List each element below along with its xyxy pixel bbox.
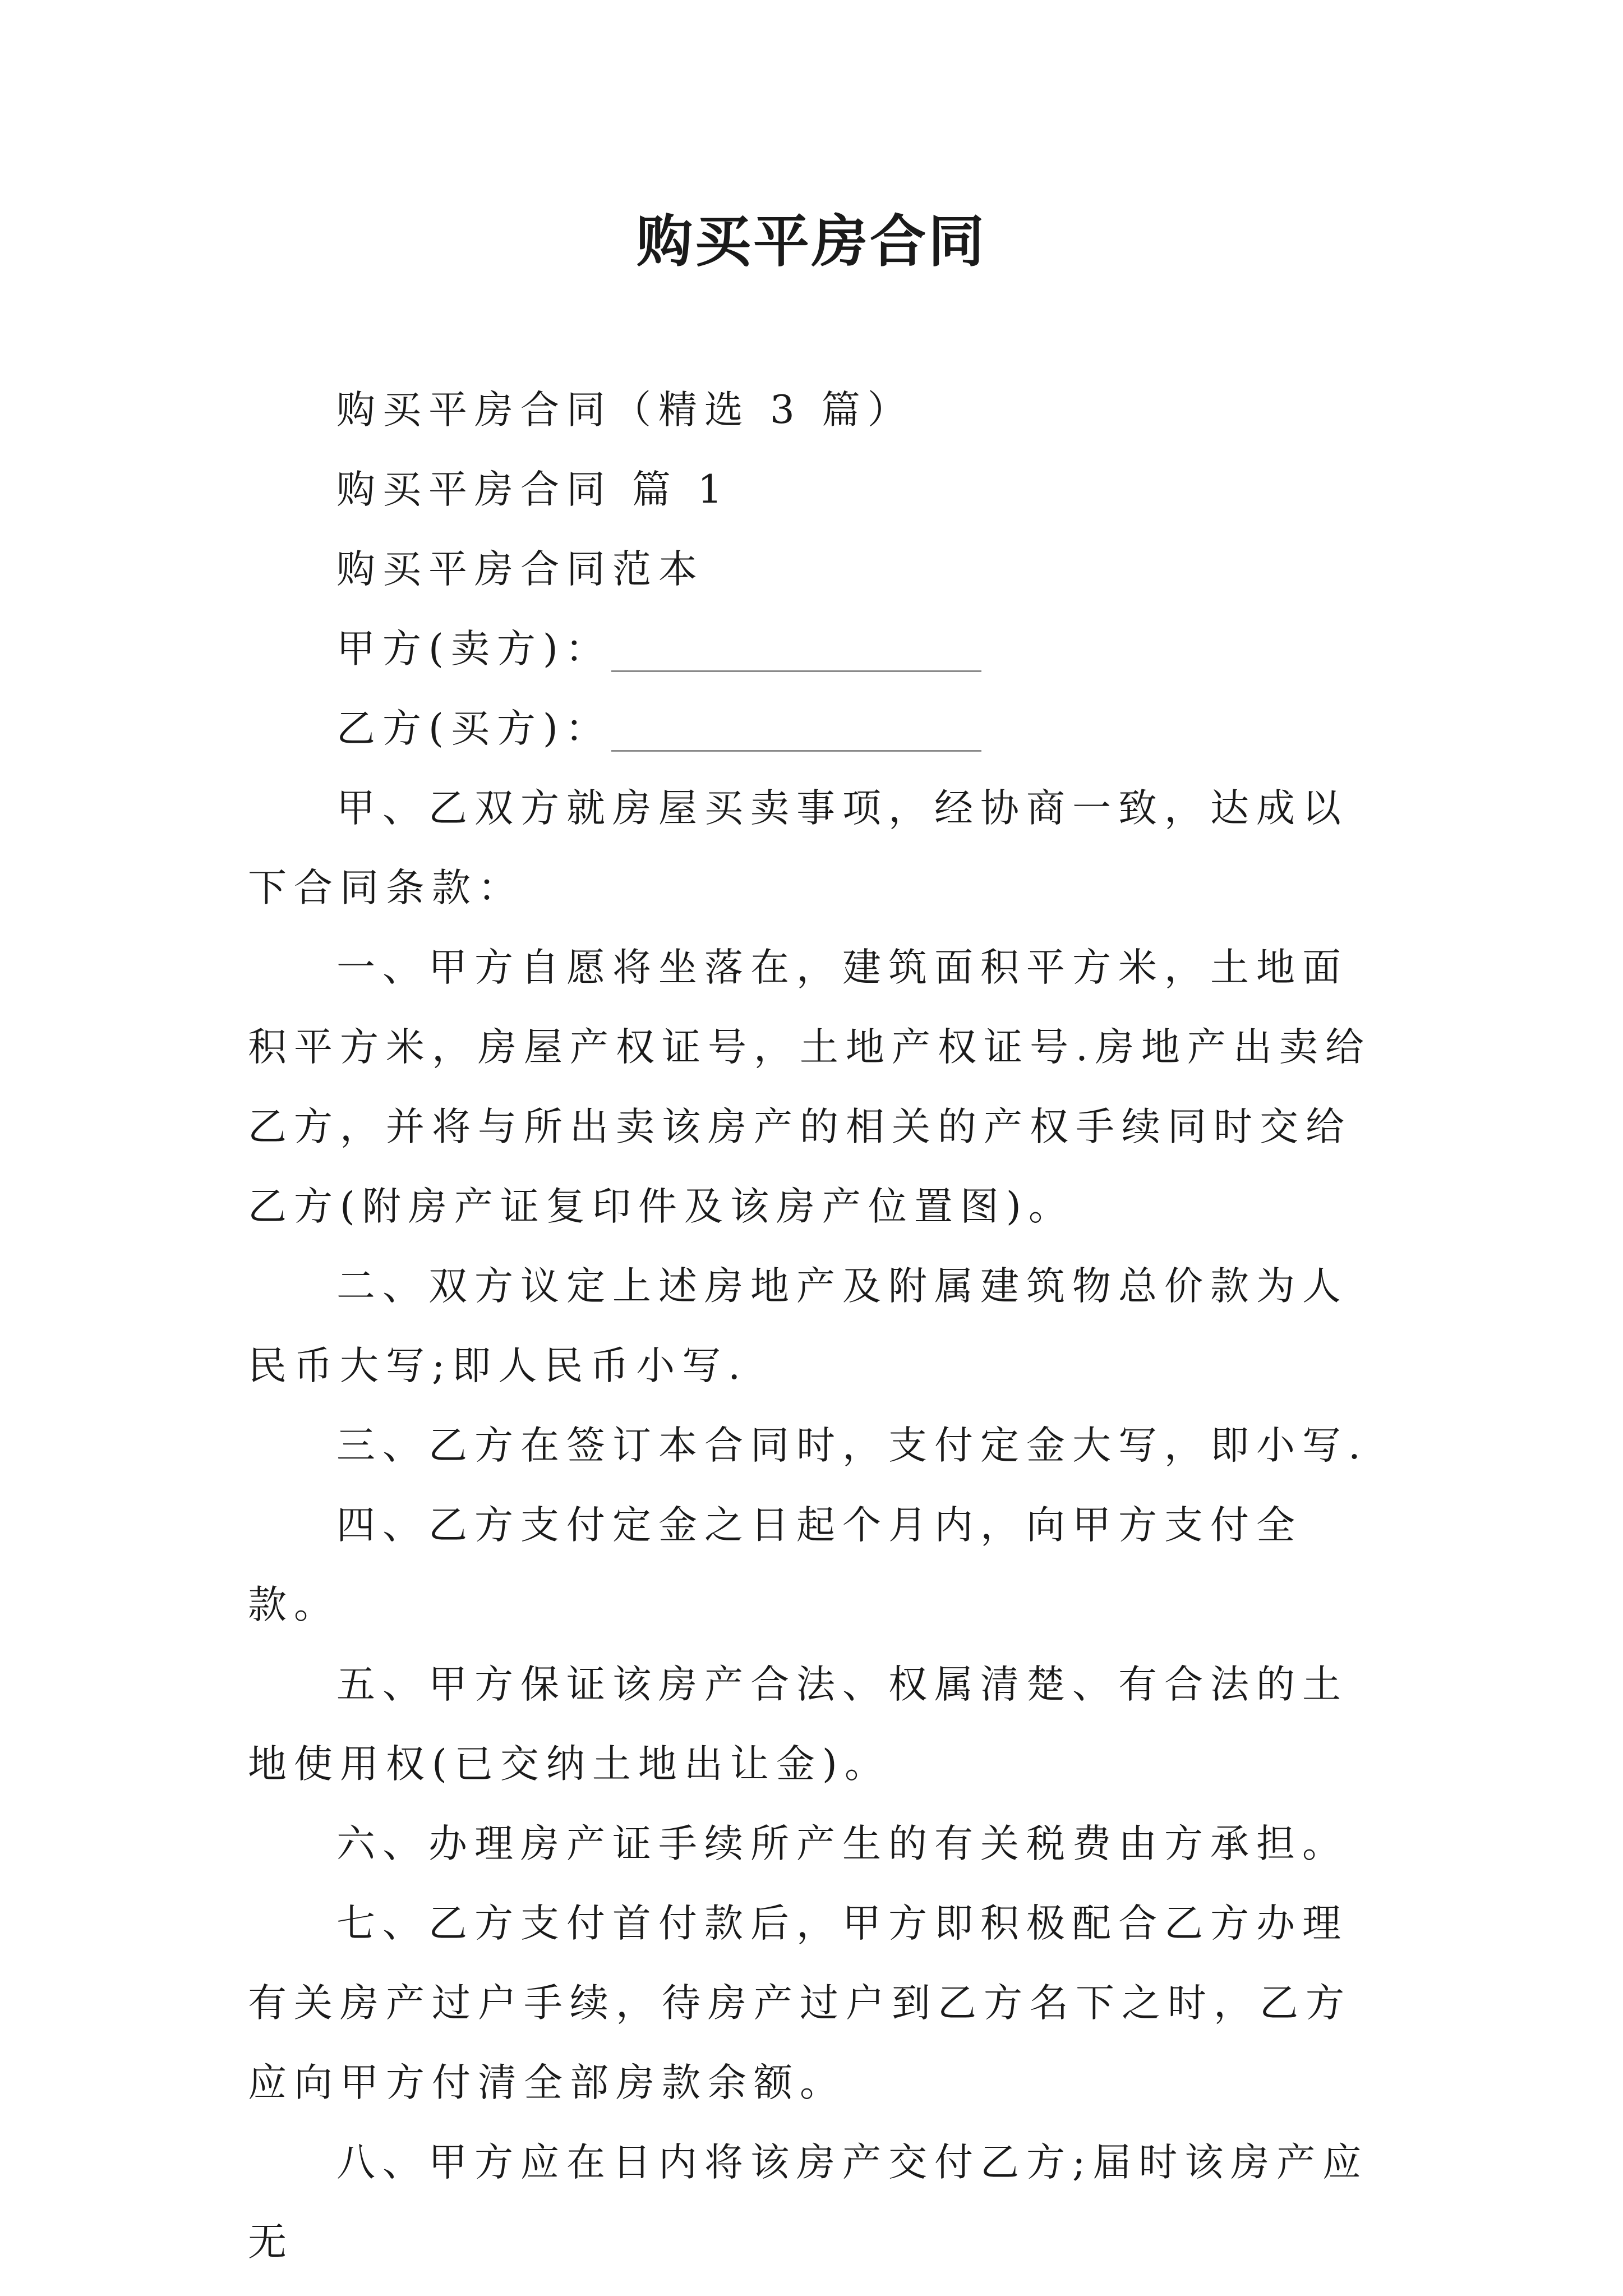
clause-1: 一、甲方自愿将坐落在，建筑面积平方米，土地面积平方米，房屋产权证号，土地产权证号.房地产出卖给乙方，并将与所出卖该房产的相关的产权手续同时交给乙方(附房产证复印件及该房产位置图)。 [248,945,1371,1229]
document-subtitle: 购买平房合同（精选 3 篇） [336,388,914,432]
paragraph-intro: 甲、乙双方就房屋买卖事项，经协商一致，达成以下合同条款： [248,786,1348,910]
template-name: 购买平房合同范本 [336,547,704,592]
party-b-label: 乙方(买方)： [336,706,611,751]
party-a-line [248,609,1381,689]
section-heading: 购买平房合同 篇 1 [336,467,730,512]
party-b-line [248,689,1381,769]
clause-8: 八、甲方应在日内将该房产交付乙方;届时该房产应无 [248,2140,1369,2265]
document-title: 购买平房合同 [637,208,986,274]
document-body [248,370,1381,2282]
party-b-blank [611,749,981,752]
clause-5: 五、甲方保证该房产合法、权属清楚、有合法的土地使用权(已交纳土地出让金)。 [248,1662,1348,1787]
clause-6: 六、办理房产证手续所产生的有关税费由方承担。 [336,1821,1348,1866]
clause-4: 四、乙方支付定金之日起个月内，向甲方支付全款。 [248,1503,1302,1627]
clause-7: 七、乙方支付首付款后，甲方即积极配合乙方办理有关房产过户手续，待房产过户到乙方名下之时，乙方应向甲方付清全部房款余额。 [248,1901,1352,2105]
party-a-blank [611,670,981,672]
clause-3: 三、乙方在签订本合同时，支付定金大写，即小写. [336,1423,1368,1468]
party-a-label: 甲方(卖方)： [336,627,611,671]
clause-2: 二、双方议定上述房地产及附属建筑物总价款为人民币大写;即人民币小写. [248,1264,1348,1388]
